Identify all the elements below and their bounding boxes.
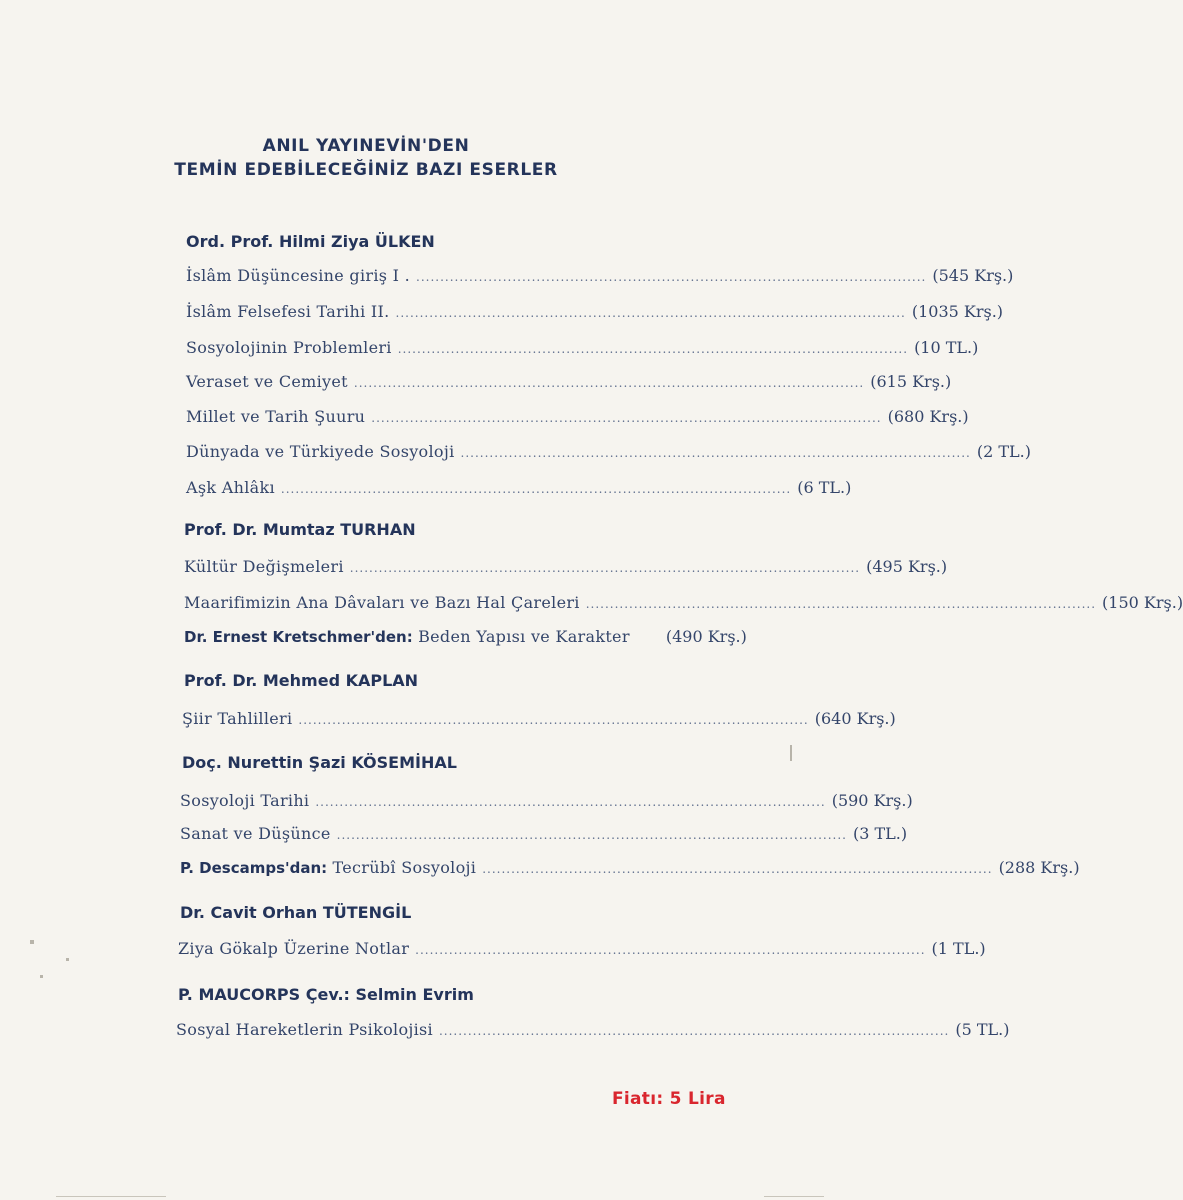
book-price: (590 Krş.)	[831, 791, 913, 810]
paper-speck	[40, 975, 43, 978]
book-price: (10 TL.)	[914, 338, 979, 357]
book-row	[186, 266, 1014, 288]
book-row	[184, 557, 948, 579]
book-title: İslâm Felsefesi Tarihi II.	[186, 302, 390, 321]
leader-dots: ..........................................................................................................	[371, 411, 882, 425]
leader-dots: ..........................................................................................................	[280, 482, 792, 496]
author-heading: P. MAUCORPS Çev.: Selmin Evrim	[178, 985, 474, 1004]
book-row	[186, 478, 852, 500]
book-row	[178, 939, 986, 961]
book-title: Sosyal Hareketlerin Psikolojisi	[176, 1020, 433, 1039]
book-title: İslâm Düşüncesine giriş I .	[186, 266, 411, 285]
book-price: (545 Krş.)	[932, 266, 1014, 285]
book-title	[184, 627, 630, 646]
book-price: (495 Krş.)	[866, 557, 948, 576]
leader-dots: ..........................................................................................................	[415, 943, 926, 957]
book-row	[186, 372, 952, 394]
book-row	[184, 593, 1183, 615]
book-title: Maarifimizin Ana Dâvaları ve Bazı Hal Çareleri	[184, 593, 580, 612]
translator-lead: Dr. Ernest Kretschmer'den:	[184, 628, 413, 646]
leader-dots: ..........................................................................................................	[298, 713, 809, 727]
book-price: (2 TL.)	[976, 442, 1032, 461]
paper-speck	[30, 940, 34, 944]
book-row	[186, 302, 1004, 324]
leader-dots: ..........................................................................................................	[416, 270, 927, 284]
book-row	[180, 791, 913, 813]
book-row	[184, 627, 747, 649]
book-row	[186, 442, 1032, 464]
book-price: (615 Krş.)	[870, 372, 952, 391]
book-title: Millet ve Tarih Şuuru	[186, 407, 366, 426]
leader-dots: ..........................................................................................................	[438, 1024, 950, 1038]
leader-dots: ..........................................................................................................	[397, 342, 909, 356]
book-price: (6 TL.)	[797, 478, 852, 497]
book-price: (5 TL.)	[955, 1020, 1010, 1039]
book-row	[182, 709, 896, 731]
book-price: (3 TL.)	[852, 824, 908, 843]
book-price: (1035 Krş.)	[911, 302, 1004, 321]
author-heading: Dr. Cavit Orhan TÜTENGİL	[180, 903, 412, 922]
catalog-subheading: TEMİN EDEBİLECEĞİNİZ BAZI ESERLER	[174, 160, 558, 180]
book-title: Sanat ve Düşünce	[180, 824, 331, 843]
book-price: (680 Krş.)	[887, 407, 969, 426]
leader-dots: ..........................................................................................................	[349, 561, 861, 575]
author-heading: Prof. Dr. Mehmed KAPLAN	[184, 671, 419, 690]
bottom-rule	[764, 1196, 824, 1197]
book-price: (150 Krş.)	[1102, 593, 1183, 612]
translator-lead: P. Descamps'dan:	[180, 859, 328, 877]
paper-speck	[790, 745, 792, 761]
book-title: Ziya Gökalp Üzerine Notlar	[178, 939, 410, 958]
book-title: Sosyolojinin Problemleri	[186, 338, 392, 357]
book-price: (1 TL.)	[931, 939, 986, 958]
book-title-text: Tecrübî Sosyoloji	[332, 858, 477, 877]
leader-dots: ..........................................................................................................	[395, 306, 906, 320]
book-row	[186, 338, 979, 360]
book-price: (490 Krş.)	[665, 627, 747, 646]
leader-dots: ..........................................................................................................	[585, 597, 1097, 611]
leader-dots: ..........................................................................................................	[336, 828, 847, 842]
book-row	[180, 824, 908, 846]
book-title: Kültür Değişmeleri	[184, 557, 344, 576]
author-heading: Doç. Nurettin Şazi KÖSEMİHAL	[182, 753, 457, 772]
book-price: (288 Krş.)	[998, 858, 1080, 877]
cover-price: Fiatı: 5 Lira	[612, 1089, 726, 1109]
leader-dots: ..........................................................................................................	[482, 862, 993, 876]
book-row	[186, 407, 969, 429]
paper-speck	[66, 958, 69, 961]
book-title: Dünyada ve Türkiyede Sosyoloji	[186, 442, 455, 461]
leader-dots: ..........................................................................................................	[460, 446, 971, 460]
leader-dots: ..........................................................................................................	[315, 795, 826, 809]
leader-dots: ..........................................................................................................	[353, 376, 865, 390]
publisher-heading: ANIL YAYINEVİN'DEN	[262, 136, 470, 156]
book-title	[180, 858, 476, 877]
book-title: Aşk Ahlâkı	[186, 478, 275, 497]
book-row	[176, 1020, 1010, 1042]
author-heading: Ord. Prof. Hilmi Ziya ÜLKEN	[186, 232, 435, 251]
book-title: Veraset ve Cemiyet	[186, 372, 348, 391]
author-heading: Prof. Dr. Mumtaz TURHAN	[184, 520, 416, 539]
book-title-text: Beden Yapısı ve Karakter	[418, 627, 630, 646]
book-title: Sosyoloji Tarihi	[180, 791, 310, 810]
book-title: Şiir Tahlilleri	[182, 709, 293, 728]
book-row	[180, 858, 1080, 880]
book-price: (640 Krş.)	[814, 709, 896, 728]
bottom-rule	[56, 1196, 166, 1197]
